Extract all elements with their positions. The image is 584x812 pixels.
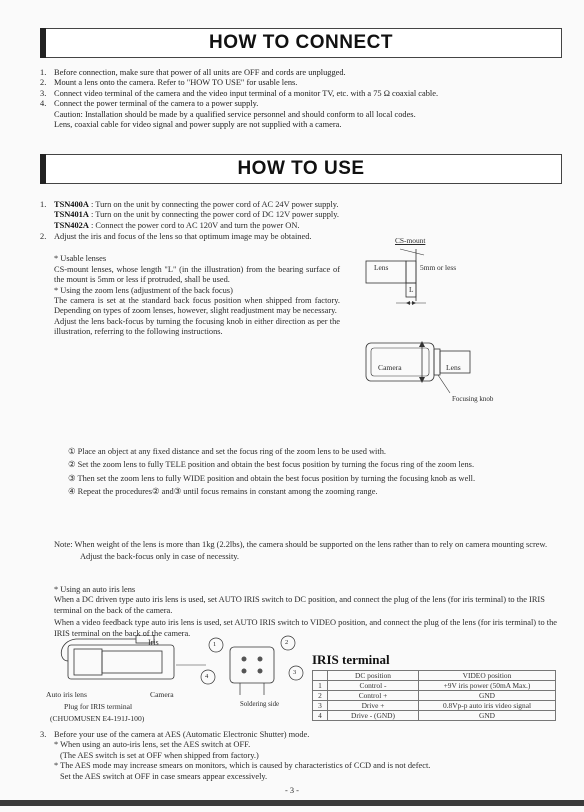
- cs-mount-label: CS-mount: [395, 236, 426, 245]
- zoom-text: Adjust the lens back-focus by turning the focusing knob in either direction as per the illustration, referring to the following instructions.: [54, 316, 340, 337]
- table-row: 1 Control - +9V iris power (50mA Max.): [313, 681, 556, 691]
- pin-1: 1: [213, 641, 217, 648]
- zoom-step: ③ Then set the zoom lens to fully WIDE position and obtain the best focus position by turning the focusing knob as well.: [68, 473, 476, 483]
- auto-iris-lens-label: Auto iris lens: [46, 690, 87, 699]
- pin-2: 2: [285, 639, 289, 646]
- camera-label: Camera: [378, 363, 402, 372]
- soldering-side-label: Soldering side: [240, 701, 280, 708]
- use-step-3: 3. Before your use of the camera at AES (Automatic Electronic Shutter) mode. * When using an auto-iris lens, set the AES switch at OFF. (The AES switch is set at OFF when shipped from factory.) * The AES mode may increase smears on monitors, which is caused by characteristics of CCD and is not defect. Set the AES switch at OFF in case smears appear excessively.: [40, 730, 431, 781]
- zoom-step: ② Set the zoom lens to fully TELE position and obtain the best focus position by turning the focus ring of the zoom lens.: [68, 460, 475, 470]
- zoom-step: ① Place an object at any fixed distance and set the focus ring of the zoom lens to be used with.: [68, 447, 386, 456]
- use-step-2: 2. Adjust the iris and focus of the lens so that optimum image may be obtained. * Usable lenses CS-mount lenses, whose length "L" (in the illustration) from the bearing surface of the mount is 5mm or less if protruded, shall be used. * Using the zoom lens (adjustment of the back focus) The camera is set at the standard back focus position when shipped from factory. Depending on types of zoom lenses, however, slight readjustment may be necessary. Adjust the lens back-focus by turning the focusing knob in either direction as per the illustration, referring to the following instructions.: [40, 232, 340, 337]
- connect-header: [40, 28, 562, 58]
- plug-label: Plug for IRIS terminal: [64, 702, 133, 711]
- connect-step: 4. Connect the power terminal of the camera to a power supply. Caution: Installation should be made by a qualified service personnel and should conform to all local codes. Lens, coaxial cable for video signal and power supply are not supplied with a camera.: [40, 99, 560, 130]
- weight-note: Note: When weight of the lens is more than 1kg (2.2lbs), the camera should be supported on the lens rather than to rely on camera mounting screw. Adjust the back-focus only in case of necessity.: [54, 540, 548, 562]
- iris-table-title: IRIS terminal: [312, 652, 390, 667]
- connect-caution: Caution: Installation should be made by a qualified service personnel and should conform to all local codes.: [54, 109, 416, 119]
- table-header-row: DC position VIDEO position: [313, 671, 556, 681]
- usable-lenses-text: CS-mount lenses, whose length "L" (in the illustration) from the bearing surface of the mount is 5mm or less if protruded, shall be used.: [54, 264, 340, 285]
- pin-4: 4: [205, 673, 209, 680]
- limit-label: 5mm or less: [420, 263, 457, 272]
- auto-iris-dc-text: When a DC driven type auto iris lens is used, set AUTO IRIS switch to DC position, and connect the plug of the lens (for iris terminal) to the IRIS terminal on the back of the camera.: [54, 595, 545, 615]
- lens-mount-diagram: [360, 245, 470, 315]
- zoom-step: ④ Repeat the procedures② and③ until focus remains in constant among the zooming range.: [68, 487, 378, 497]
- lens-label-2: Lens: [446, 363, 461, 372]
- model-row: TSN402A : Connect the power cord to AC 120V and turn the power ON.: [54, 220, 300, 230]
- model-row: TSN401A : Turn on the unit by connecting the power cord of DC 12V power supply.: [54, 210, 339, 220]
- header-tab-mark: [40, 154, 46, 184]
- zoom-text: The camera is set at the standard back focus position when shipped from factory. Depending on types of zoom lenses, however, slight readjustment may be necessary.: [54, 296, 340, 316]
- connect-step: 3. Connect video terminal of the camera and the video input terminal of a monitor TV, etc. with a 75 Ω coaxial cable.: [40, 88, 439, 98]
- use-title: HOW TO USE: [237, 158, 365, 179]
- iris-label: Iris: [148, 638, 159, 647]
- auto-iris-heading: * Using an auto iris lens: [54, 585, 136, 594]
- connect-supply-note: Lens, coaxial cable for video signal and power supply are not supplied with a camera.: [54, 120, 342, 130]
- connect-step: 2. Mount a lens onto the camera. Refer to "HOW TO USE" for usable lens.: [40, 78, 298, 88]
- page-number: - 3 -: [285, 786, 299, 795]
- use-header: [40, 154, 562, 184]
- zoom-heading: * Using the zoom lens (adjustment of the back focus): [54, 285, 233, 295]
- auto-iris-section: [54, 585, 559, 639]
- use-step-1: 1. TSN400A : Turn on the unit by connecting the power cord of AC 24V power supply. TSN401A : Turn on the unit by connecting the power cord of DC 12V power supply. TSN402A : Connect the power cord to AC 120V and turn the power ON.: [40, 200, 560, 231]
- pin-3: 3: [293, 669, 297, 676]
- zoom-steps: [68, 447, 558, 498]
- camera-label-iris: Camera: [150, 690, 174, 699]
- length-label: L: [409, 285, 414, 294]
- table-row: 4 Drive - (GND) GND: [313, 711, 556, 721]
- auto-iris-video-text: When a video feedback type auto iris lens is used, set AUTO IRIS switch to VIDEO position, and connect the plug of the lens (for iris terminal) to the IRIS terminal on the back of the camera.: [54, 618, 558, 638]
- model-row: TSN400A : Turn on the unit by connecting the power cord of AC 24V power supply.: [54, 200, 339, 209]
- iris-plug-diagram: [56, 635, 306, 697]
- header-tab-mark: [40, 28, 46, 58]
- plug-model-label: (CHUOMUSEN E4-191J-100): [50, 714, 145, 723]
- connect-title: HOW TO CONNECT: [209, 32, 393, 53]
- connect-steps: [40, 68, 560, 130]
- table-row: 2 Control + GND: [313, 691, 556, 701]
- connect-step: 1. Before connection, make sure that power of all units are OFF and cords are unplugged.: [40, 68, 346, 77]
- page-bottom-edge: [0, 800, 584, 806]
- table-row: 3 Drive + 0.8Vp-p auto iris video signal: [313, 701, 556, 711]
- focusing-knob-label: Focusing knob: [452, 395, 494, 403]
- usable-lenses-heading: * Usable lenses: [54, 254, 107, 264]
- lens-label: Lens: [374, 263, 389, 272]
- iris-terminal-table: [312, 670, 556, 721]
